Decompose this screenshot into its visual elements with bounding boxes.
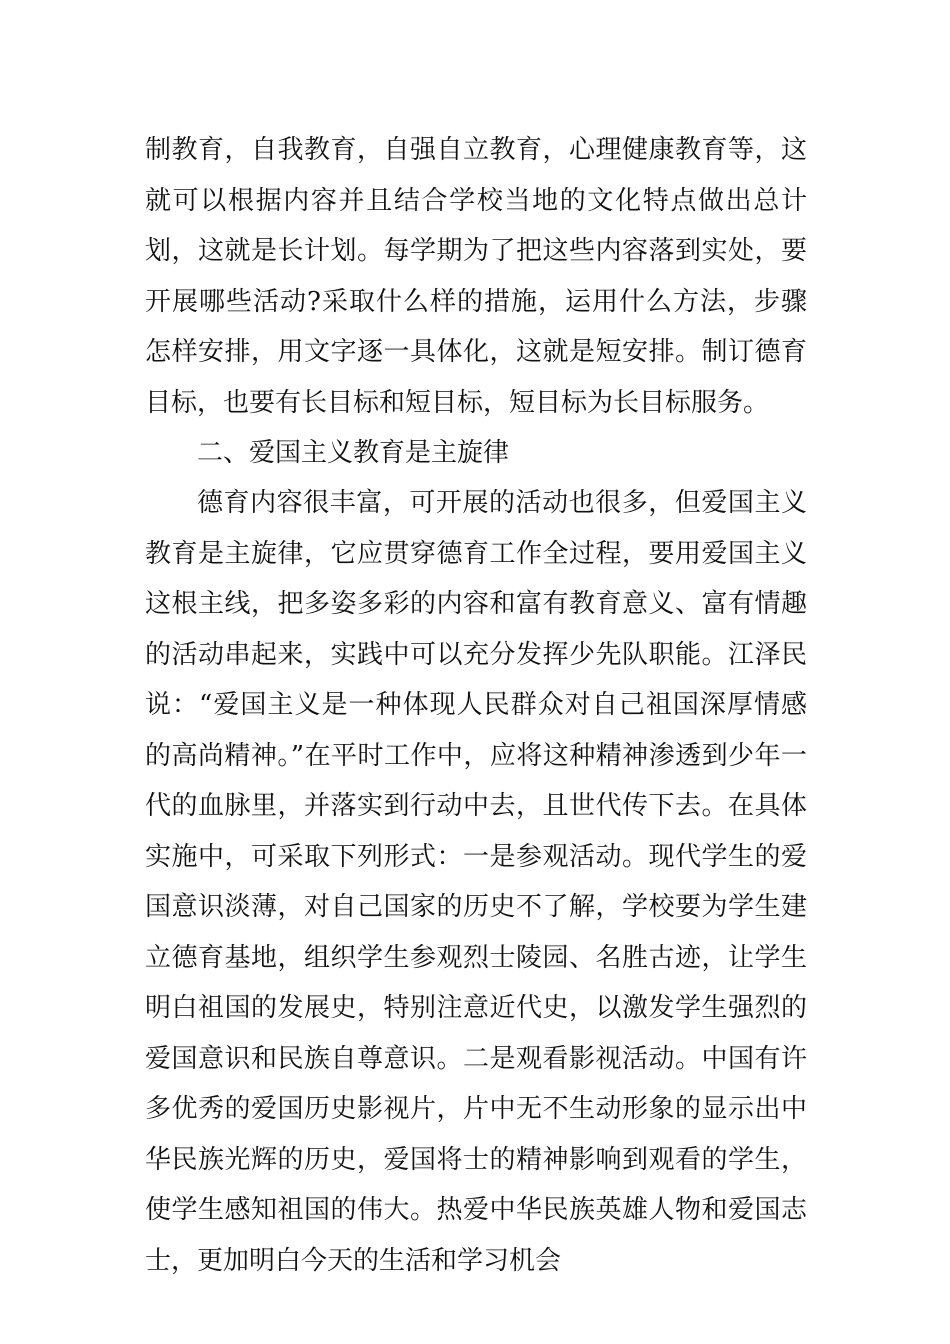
section-heading: 二、爱国主义教育是主旋律	[197, 438, 510, 468]
section-body-block	[145, 478, 807, 1286]
paragraph-continuation	[145, 125, 807, 428]
section-heading-block	[145, 428, 807, 479]
body-paragraph: 制教育，自我教育，自强自立教育，心理健康教育等，这就可以根据内容并且结合学校当地的文化特点做出总计划，这就是长计划。每学期为了把这些内容落到实处，要开展哪些活动?采取什么样的措施，运用什么方法，步骤怎样安排，用文字逐一具体化，这就是短安排。制订德育目标，也要有长目标和短目标，短目标为长目标服务。	[145, 135, 807, 418]
body-paragraph: 德育内容很丰富，可开展的活动也很多，但爱国主义教育是主旋律，它应贯穿德育工作全过程，要用爱国主义这根主线，把多姿多彩的内容和富有教育意义、富有情趣的活动串起来，实践中可以充分发挥少先队职能。江泽民说：“爱国主义是一种体现人民群众对自己祖国深厚情感的高尚精神。”在平时工作中，应将这种精神渗透到少年一代的血脉里，并落实到行动中去，且世代传下去。在具体实施中，可采取下列形式：一是参观活动。现代学生的爱国意识淡薄，对自己国家的历史不了解，学校要为学生建立德育基地，组织学生参观烈士陵园、名胜古迹，让学生明白祖国的发展史，特别注意近代史，以激发学生强烈的爱国意识和民族自尊意识。二是观看影视活动。中国有许多优秀的爱国历史影视片，片中无不生动形象的显示出中华民族光辉的历史，爱国将士的精神影响到观看的学生，使学生感知祖国的伟大。热爱中华民族英雄人物和爱国志士，更加明白今天的生活和学习机会	[145, 488, 807, 1276]
